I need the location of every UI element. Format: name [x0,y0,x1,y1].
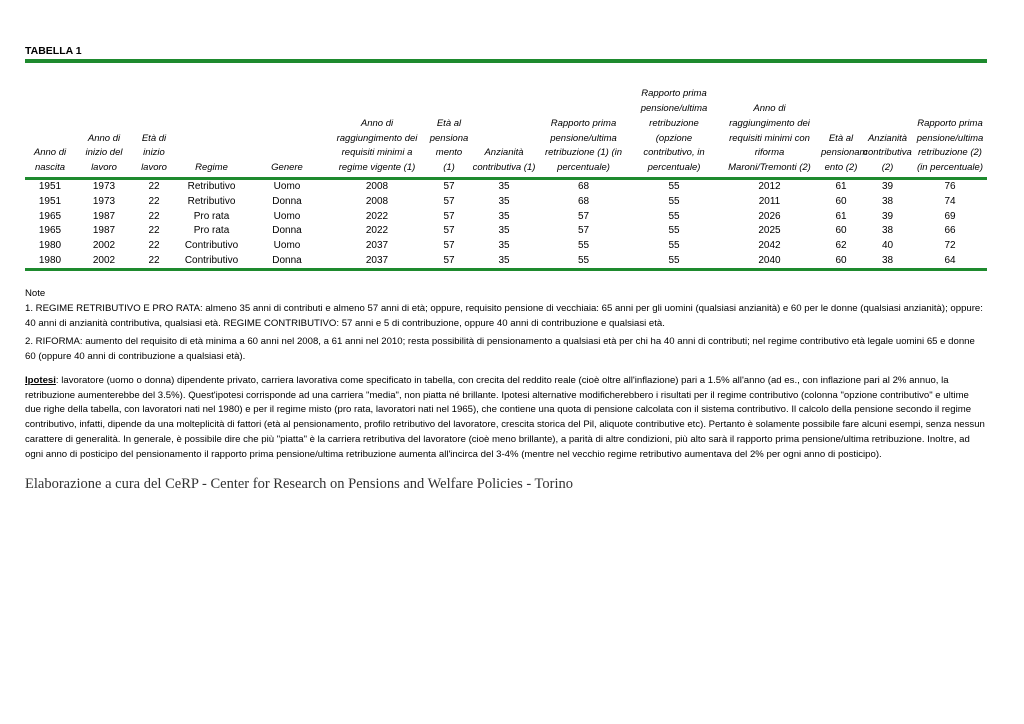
table-cell: 55 [668,240,680,252]
table-cell: Donna [272,225,302,237]
table-cell: Donna [272,254,302,266]
table-cell: 57 [577,225,590,237]
table-cell: 62 [835,240,847,252]
table-cell: 39 [881,210,894,222]
table-cell: 22 [148,225,160,237]
table-cell: 35 [498,195,510,207]
table-cell: 60 [835,254,847,266]
table-cell: 1987 [92,225,116,237]
table-cell: 2008 [365,181,389,192]
table-cell: 22 [148,181,160,192]
table-cell: 22 [148,195,160,207]
table-cell: Donna [272,195,302,207]
table-cell: 39 [881,181,894,192]
table-cell: 22 [148,210,160,222]
table-cell: Retributivo [187,181,236,192]
table-row [25,254,987,269]
table-cell: 57 [443,225,455,237]
table-cell: Retributivo [187,195,236,207]
table-cell: 38 [881,254,894,266]
table-cell: Pro rata [193,210,230,222]
table-cell: 1973 [92,195,116,207]
table-cell: 66 [944,225,956,237]
table-cell: 69 [944,210,956,222]
ipotesi-label: Ipotesi [25,375,56,386]
table-cell: 35 [498,254,510,266]
table-row [25,210,987,225]
table-cell: 55 [668,225,680,237]
ipotesi-text: : lavoratore (uomo o donna) dipendente privato, carriera lavorativa come specificato in tabella, con crecita del reddito reale (cioè oltre all'inflazione) pari a 1.5% all'anno (ad es., con inflazione pari al 2% annuo, la retribuzione aumenterebbe del 3.5%). Quest'ipotesi corrisponde ad una carriera "media", non piatta né brillante. Ipotesi alternative modificherebbero i risultati per il regime contributivo (colonna "opzione contributivo" e ultime due righe della tabella, con lavoratori nati nel 1980) e per il regime misto (pro rata, lavoratori nati nel 1965), che contiene una quota di pensione calcolata con il sistema contributivo. Il calcolo della pensione secondo il regime contributivo, infatti, dipende da una molteplicità di fattori (età al pensionamento, profilo retributivo del lavoratore, crescita storica del Pil, aliquote contributive etc). Pertanto è solamente possibile fare alcuni esempi, senza nessun carattere di generalità. In generale, è possibile dire che più "piatta" è la carriera retributiva del lavoratore (cioè meno brillante), a parità di altre condizioni, più alto sarà il rapporto prima pensione/ultima retribuzione. Inoltre, ad ogni anno di posticipo del pensionamento il rapporto prima pensione/ultima retribuzione aumenta all'incirca del 3-4% (mentre nel vecchio regime retributivo aumentava del 2% per ogni anno di posticipo). [25,375,985,460]
table-cell: 57 [443,254,455,266]
table-cell: 57 [577,210,590,222]
header-anno-inizio-lavoro: Anno di inizio del lavoro [85,132,123,174]
table-cell: 1980 [38,254,62,266]
table-title: TABELLA 1 [25,45,82,57]
notes-heading: Note [25,288,46,299]
header-anno-requisiti-riforma: Anno di raggiungimento dei requisiti minimi con riforma Maroni/Tremonti (2) [728,103,811,174]
table-cell: 60 [835,225,847,237]
header-anzianita-2: Anzianità contributiva (2) [863,132,912,174]
table-cell: 76 [944,181,956,192]
table-cell: Contributivo [184,254,239,266]
table-cell: Uomo [273,210,301,222]
table-cell: 74 [944,195,956,207]
table-cell: 2022 [365,225,389,237]
table-cell: 55 [577,254,590,266]
table-cell: 1973 [92,181,116,192]
table-cell: 2025 [758,225,781,237]
table-row [25,224,987,239]
bottom-rule [25,268,987,271]
header-anno-nascita: Anno di nascita [33,147,67,174]
table-cell: 35 [498,225,510,237]
table-cell: 40 [881,240,894,252]
table-cell: 61 [835,181,847,192]
credit-line: Elaborazione a cura del CeRP - Center for Research on Pensions and Welfare Policies - Torino [25,476,573,492]
header-rule [25,177,987,180]
top-rule [25,59,987,63]
table-cell: 55 [668,181,680,192]
table-cell: 22 [148,254,160,266]
note-1: 1. REGIME RETRIBUTIVO E PRO RATA: almeno 35 anni di contributi e almeno 57 anni di età; oppure, requisito pensione di vecchiaia: 65 anni per gli uomini (qualsiasi anzianità) e 60 per le donne (qualsiasi anzianità); oppure: 40 anni di anzianità contributiva, qualsiasi età. REGIME CONTRIBUTIVO: 57 anni e 5 di contribuzione, oppure 40 anni di contribuzione e qualsiasi età. [25,303,983,329]
table-cell: 68 [577,181,590,192]
table-cell: 2008 [365,195,389,207]
table-cell: 35 [498,240,510,252]
table-cell: 68 [577,195,590,207]
header-eta-pensionamento-2: Età al pensionam ento (2) [821,132,868,174]
table-cell: 55 [577,240,590,252]
table-cell: 57 [443,210,455,222]
table-cell: 55 [668,254,680,266]
table-row [25,239,987,254]
header-rapporto-contributivo: Rapporto prima pensione/ultima retribuzione (opzione contributivo, in percentuale) [640,88,708,174]
table-row [25,195,987,210]
table-cell: 1965 [38,210,62,222]
table-cell: 2011 [758,195,781,207]
table-cell: 1951 [38,181,62,192]
table-cell: 2002 [92,240,116,252]
table-cell: 55 [668,195,680,207]
table-cell: Contributivo [184,240,239,252]
table-cell: 2026 [758,210,781,222]
header-rapporto-2: Rapporto prima pensione/ultima retribuzione (2) (in percentuale) [916,117,984,174]
header-eta-inizio-lavoro: Età di inizio lavoro [141,132,167,174]
table-cell: 2037 [365,254,389,266]
table-cell: 2042 [758,240,781,252]
table-cell: 72 [944,240,956,252]
table-header-row [25,86,987,176]
table-cell: 2040 [758,254,781,266]
table-cell: 55 [668,210,680,222]
table-cell: 22 [148,240,160,252]
table-cell: 60 [835,195,847,207]
header-anzianita-1: Anzianità contributiva (1) [472,147,536,174]
table-cell: 61 [835,210,847,222]
table-cell: 57 [443,240,455,252]
table-cell: Uomo [273,240,301,252]
table-cell: 64 [944,254,956,266]
table-cell: 57 [443,181,455,192]
table-cell: 1965 [38,225,62,237]
header-regime: Regime [195,162,228,174]
table-cell: 38 [881,225,894,237]
ipotesi-paragraph [25,374,987,462]
table-cell: 57 [443,195,455,207]
table-cell: 2002 [92,254,116,266]
table-cell: Uomo [273,181,301,192]
table-cell: Pro rata [193,225,230,237]
table-cell: 2022 [365,210,389,222]
table-cell: 1980 [38,240,62,252]
table-cell: 2037 [365,240,389,252]
table-cell: 2012 [758,181,781,192]
table-cell: 1951 [38,195,62,207]
header-rapporto-1: Rapporto prima pensione/ultima retribuzione (1) (in percentuale) [544,117,623,174]
note-2: 2. RIFORMA: aumento del requisito di età minima a 60 anni nel 2008, a 61 anni nel 2010; resta possibilità di pensionamento a qualsiasi età per chi ha 40 anni di contributi; nel regime contributivo età legale uomini 65 e donne 60 (oppure 40 anni di contribuzione a qualsiasi età). [25,336,975,362]
table-cell: 38 [881,195,894,207]
table-body [25,176,987,269]
table-cell: 1987 [92,210,116,222]
header-anno-requisiti-vigente: Anno di raggiungimento dei requisiti minimi a regime vigente (1) [336,117,418,174]
table-cell: 35 [498,181,510,192]
table-cell: 35 [498,210,510,222]
header-genere: Genere [271,162,303,174]
header-eta-pensionamento-1: Età al pensiona mento (1) [429,117,469,174]
